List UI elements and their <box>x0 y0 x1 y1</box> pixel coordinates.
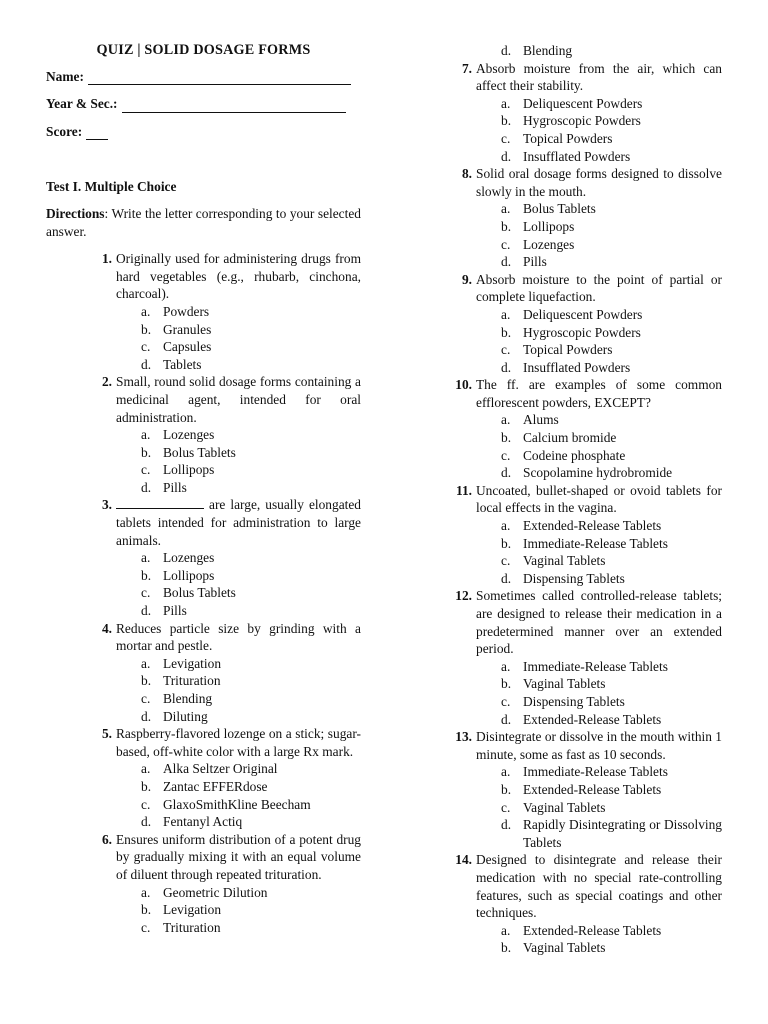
answer-blank[interactable] <box>116 497 204 509</box>
choice-item[interactable]: c. Dispensing Tablets <box>501 693 625 709</box>
question-number: 13. <box>455 729 472 745</box>
choice-item[interactable]: b. Hygroscopic Powders <box>501 113 641 129</box>
choice-item[interactable]: d. Insufflated Powders <box>501 359 631 375</box>
question-number: 8. <box>461 166 472 182</box>
name-label: Name: <box>46 68 84 84</box>
year-field <box>46 95 361 113</box>
test-title: Test I. Multiple Choice <box>46 179 177 195</box>
question-10 <box>455 376 722 482</box>
choice-item[interactable]: a. Bolus Tablets <box>501 201 596 217</box>
choice-item[interactable]: a. Deliquescent Powders <box>501 306 643 322</box>
score-blank[interactable] <box>86 126 108 140</box>
question-12 <box>455 587 722 728</box>
question-2 <box>101 373 361 496</box>
choice-item[interactable]: b. Zantac EFFERdose <box>141 778 268 794</box>
choice-item[interactable]: c. Trituration <box>141 919 221 935</box>
choice-item[interactable]: a. Lozenges <box>141 427 215 443</box>
score-label: Score: <box>46 123 83 139</box>
question-number: 5. <box>101 726 112 742</box>
choice-item[interactable]: d. Insufflated Powders <box>501 148 631 164</box>
choice-item[interactable]: a. Lozenges <box>141 550 215 566</box>
choice-item[interactable]: c. Vaginal Tablets <box>501 799 606 815</box>
choice-item[interactable]: d. Blending <box>501 43 573 58</box>
question-3 <box>101 496 361 619</box>
choice-item[interactable]: c. Bolus Tablets <box>141 585 236 601</box>
choice-item[interactable]: a. Extended-Release Tablets <box>501 518 662 534</box>
question-number: 12. <box>455 588 472 604</box>
year-blank[interactable] <box>122 99 346 113</box>
right-column <box>455 42 722 957</box>
question-1 <box>101 250 361 373</box>
question-11 <box>456 482 722 588</box>
choice-item[interactable]: d. Pills <box>501 254 547 270</box>
choice-item[interactable]: d. Tablets <box>141 356 202 372</box>
choice-item[interactable]: d. Fentanyl Actiq <box>141 814 243 830</box>
question-number: 14. <box>455 852 472 868</box>
question-number: 9. <box>461 271 472 287</box>
question-number: 3. <box>101 497 112 513</box>
choice-item[interactable]: d. Diluting <box>141 708 208 724</box>
choice-item[interactable]: d. Rapidly Disintegrating or Dissolving Tablets <box>501 817 722 850</box>
question-number: 4. <box>101 620 112 636</box>
question-text: are large, usually elongated tablets intended for administration to large animals. <box>116 497 361 548</box>
question-list-right <box>455 60 722 957</box>
choice-item[interactable]: a. Extended-Release Tablets <box>501 922 662 938</box>
question-list-left <box>46 250 361 936</box>
question-8 <box>461 165 722 271</box>
question-text: Solid oral dosage forms designed to dissolve slowly in the mouth. <box>476 166 722 199</box>
choice-item[interactable]: a. Alka Seltzer Original <box>141 761 278 777</box>
choice-item[interactable]: c. GlaxoSmithKline Beecham <box>141 796 311 812</box>
choice-item[interactable]: d. Scopolamine hydrobromide <box>501 465 673 481</box>
choice-item[interactable]: b. Extended-Release Tablets <box>501 781 662 797</box>
question-text: Absorb moisture from the air, which can affect their stability. <box>476 60 722 94</box>
question-5 <box>101 725 361 831</box>
name-field <box>46 68 361 86</box>
question-number: 2. <box>101 374 112 390</box>
question-14 <box>455 851 722 957</box>
choice-item[interactable]: d. Pills <box>141 603 187 619</box>
question-number: 1. <box>101 251 112 267</box>
question-number: 11. <box>456 482 472 498</box>
choice-item[interactable]: c. Codeine phosphate <box>501 447 626 463</box>
question-text: Raspberry-flavored lozenge on a stick; sugar-based, off-white color with a large Rx mark. <box>116 726 361 759</box>
choice-item[interactable]: b. Granules <box>141 321 212 337</box>
choice-item[interactable]: b. Vaginal Tablets <box>501 940 606 956</box>
directions <box>46 205 361 240</box>
question-text: Disintegrate or dissolve in the mouth within 1 minute, some as fast as 10 seconds. <box>476 729 722 762</box>
choice-item[interactable]: c. Vaginal Tablets <box>501 553 606 569</box>
question-text: The ff. are examples of some common efflorescent powders, EXCEPT? <box>476 377 722 410</box>
choice-item[interactable]: c. Blending <box>141 691 213 706</box>
choice-item[interactable]: d. Pills <box>141 479 187 495</box>
quiz-title: QUIZ | SOLID DOSAGE FORMS <box>96 42 311 58</box>
choice-item[interactable]: b. Trituration <box>141 673 221 689</box>
choice-item[interactable]: a. Alums <box>501 412 559 428</box>
choice-item[interactable]: d. Extended-Release Tablets <box>501 711 662 727</box>
choice-item[interactable]: b. Lollipops <box>141 567 215 583</box>
directions-text: : Write the letter corresponding to your selected answer. <box>46 205 361 239</box>
question-text: Uncoated, bullet-shaped or ovoid tablets for local effects in the vagina. <box>476 482 722 516</box>
choice-item[interactable]: b. Bolus Tablets <box>141 444 236 460</box>
choice-item[interactable]: c. Lollipops <box>141 462 215 478</box>
question-number: 6. <box>101 831 112 847</box>
choice-item[interactable]: c. Capsules <box>141 339 212 355</box>
question-6-continued <box>476 42 722 60</box>
question-number: 7. <box>461 60 472 76</box>
choice-item[interactable]: c. Lozenges <box>501 236 575 252</box>
choice-item[interactable]: b. Vaginal Tablets <box>501 676 606 692</box>
choice-item[interactable]: b. Lollipops <box>501 218 575 234</box>
choice-item[interactable]: a. Deliquescent Powders <box>501 95 643 111</box>
question-9 <box>461 271 722 377</box>
choice-item[interactable]: b. Calcium bromide <box>501 430 617 446</box>
question-text: Sometimes called controlled-release tablets; are designed to release their medication in a predetermined manner over an extended period. <box>476 588 722 657</box>
directions-label: Directions <box>46 205 105 221</box>
choice-item[interactable]: b. Immediate-Release Tablets <box>501 535 668 551</box>
choice-item[interactable]: a. Geometric Dilution <box>141 884 268 900</box>
question-number: 10. <box>455 377 472 393</box>
question-text: Small, round solid dosage forms containing a medicinal agent, intended for oral administration. <box>116 374 361 425</box>
left-column <box>46 42 361 936</box>
name-blank[interactable] <box>88 71 351 85</box>
choice-item[interactable]: b. Hygroscopic Powders <box>501 324 641 340</box>
choice-item[interactable]: a. Levigation <box>141 655 222 671</box>
choice-item[interactable]: a. Powders <box>141 303 210 319</box>
question-text: Ensures uniform distribution of a potent drug by gradually mixing it with an equal volume of diluent through repeated trituration. <box>116 831 361 882</box>
year-label: Year & Sec.: <box>46 96 118 112</box>
question-7 <box>461 60 722 166</box>
choice-item[interactable]: c. Topical Powders <box>501 342 613 358</box>
question-text: Originally used for administering drugs from hard vegetables (e.g., rhubarb, cinchona, charcoal). <box>116 251 361 302</box>
choice-item[interactable]: a. Immediate-Release Tablets <box>501 764 668 780</box>
question-text: Designed to disintegrate and release their medication with no special rate-controlling features, such as special coatings and other techniques. <box>476 852 722 921</box>
question-13 <box>455 728 722 851</box>
question-4 <box>101 620 361 726</box>
question-text: Absorb moisture to the point of partial or complete liquefaction. <box>476 271 722 305</box>
choice-item[interactable]: b. Levigation <box>141 902 222 918</box>
choice-item[interactable]: a. Immediate-Release Tablets <box>501 658 668 674</box>
choice-item[interactable]: d. Dispensing Tablets <box>501 570 625 586</box>
question-6 <box>101 831 361 937</box>
question-text: Reduces particle size by grinding with a mortar and pestle. <box>116 620 361 654</box>
score-field <box>46 123 361 141</box>
choice-item[interactable]: c. Topical Powders <box>501 130 613 146</box>
